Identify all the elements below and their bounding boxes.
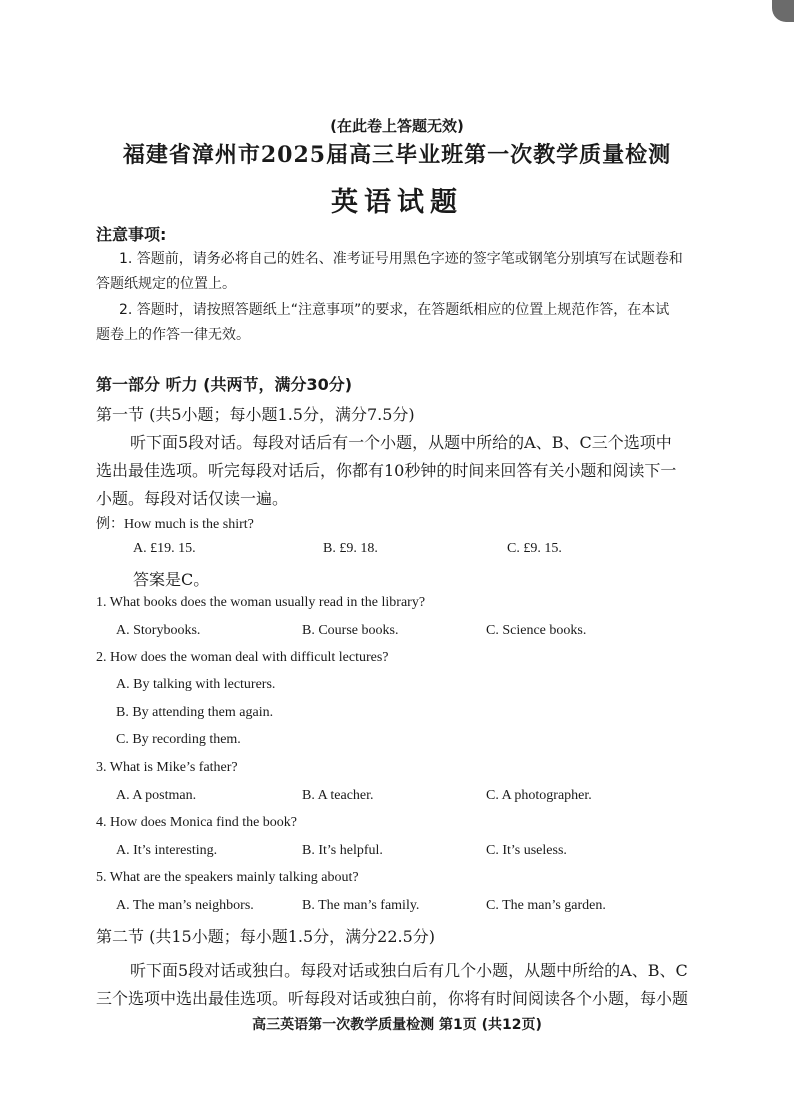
section2-instruction-1: 听下面5段对话或独白。每段对话或独白后有几个小题，从题中所给的A、B、C <box>130 961 688 980</box>
question-3: 3. What is Mike’s father? <box>96 760 238 775</box>
section1-instruction-2: 选出最佳选项。听完每段对话后，你都有10秒钟的时间来回答有关小题和阅读下一 <box>96 461 677 480</box>
question-3-option-a: A. A postman. <box>116 788 197 803</box>
example-option-c: C. £9. 15. <box>507 541 562 556</box>
question-5-option-b: B. The man’s family. <box>302 898 420 913</box>
question-1-option-a: A. Storybooks. <box>116 623 201 638</box>
section1-heading: 第一节 (共5小题；每小题1.5分，满分7.5分) <box>96 405 415 424</box>
page-footer: 高三英语第一次教学质量检测 第1页 (共12页) <box>252 1017 542 1033</box>
question-1-option-b: B. Course books. <box>302 623 399 638</box>
question-5-option-c: C. The man’s garden. <box>486 898 606 913</box>
example-option-b: B. £9. 18. <box>323 541 378 556</box>
part1-heading: 第一部分 听力 (共两节，满分30分) <box>96 375 353 394</box>
section1-instruction-1: 听下面5段对话。每段对话后有一个小题，从题中所给的A、B、C三个选项中 <box>130 433 672 452</box>
subject-title: 英语试题 <box>331 187 463 218</box>
question-2-option-c: C. By recording them. <box>116 732 241 747</box>
example-option-a: A. £19. 15. <box>133 541 196 556</box>
question-2: 2. How does the woman deal with difficult lectures? <box>96 650 389 665</box>
question-1: 1. What books does the woman usually read in the library? <box>96 595 426 610</box>
question-4: 4. How does Monica find the book? <box>96 815 298 830</box>
question-3-option-b: B. A teacher. <box>302 788 374 803</box>
note-line-1b: 答题纸规定的位置上。 <box>96 276 236 292</box>
section2-heading: 第二节 (共15小题；每小题1.5分，满分22.5分) <box>96 927 436 946</box>
example-question: 例：How much is the shirt? <box>96 517 254 532</box>
question-3-option-c: C. A photographer. <box>486 788 592 803</box>
section2-instruction-2: 三个选项中选出最佳选项。听每段对话或独白前，你将有时间阅读各个小题，每小题 <box>96 989 689 1008</box>
question-2-option-b: B. By attending them again. <box>116 705 274 720</box>
invalid-answer-notice: (在此卷上答题无效) <box>330 117 464 135</box>
question-5-option-a: A. The man’s neighbors. <box>116 898 254 913</box>
note-line-2b: 题卷上的作答一律无效。 <box>96 327 250 343</box>
question-4-option-b: B. It’s helpful. <box>302 843 383 858</box>
example-answer: 答案是C。 <box>133 570 210 589</box>
notes-heading: 注意事项: <box>96 225 167 244</box>
exam-title: 福建省漳州市2025届高三毕业班第一次教学质量检测 <box>122 142 672 168</box>
question-5: 5. What are the speakers mainly talking about? <box>96 870 359 885</box>
note-line-1a: 1. 答题前，请务必将自己的姓名、准考证号用黑色字迹的签字笔或钢笔分别填写在试题卷和 <box>119 251 683 267</box>
question-4-option-c: C. It’s useless. <box>486 843 567 858</box>
question-2-option-a: A. By talking with lecturers. <box>116 677 276 692</box>
question-4-option-a: A. It’s interesting. <box>116 843 218 858</box>
note-line-2a: 2. 答题时，请按照答题纸上“注意事项”的要求，在答题纸相应的位置上规范作答，在本试 <box>119 302 670 318</box>
question-1-option-c: C. Science books. <box>486 623 587 638</box>
scan-corner-mark <box>772 0 794 22</box>
section1-instruction-3: 小题。每段对话仅读一遍。 <box>96 489 289 508</box>
